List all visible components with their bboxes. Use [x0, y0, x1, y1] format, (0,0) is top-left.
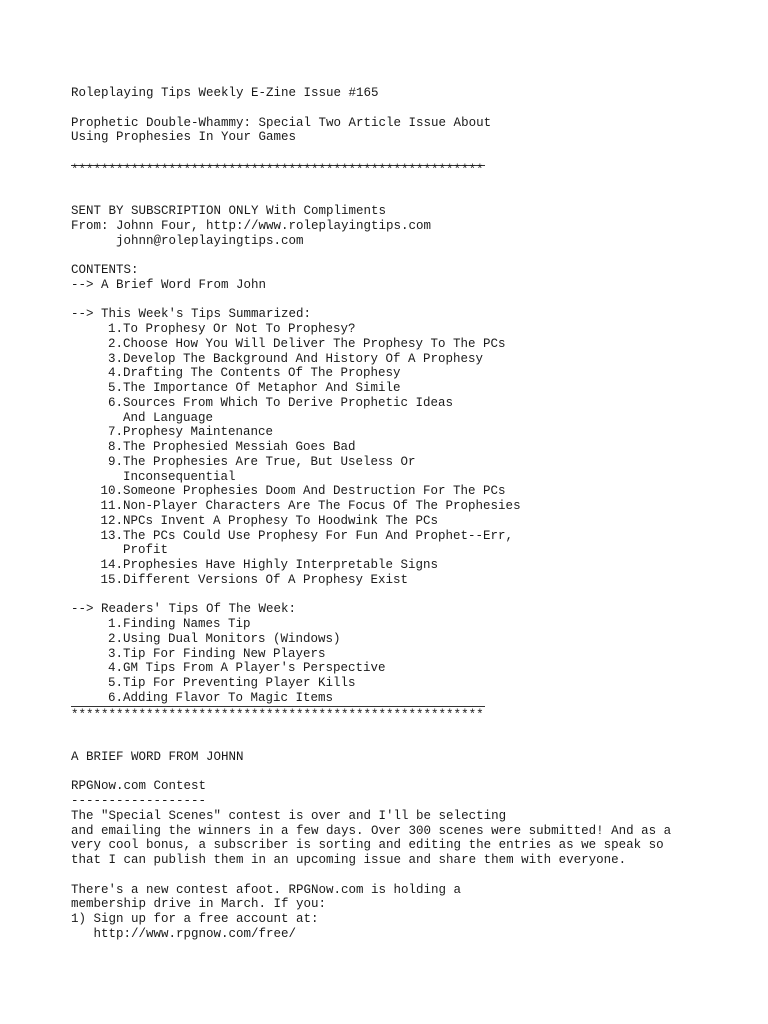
contest-paragraph-2-line-1: There's a new contest afoot. RPGNow.com is holding a [71, 882, 462, 897]
contest-paragraph-2-line-2: membership drive in March. If you: [71, 897, 327, 912]
list-item-text: Someone Prophesies Doom And Destruction For The PCs [123, 484, 506, 499]
list-item [71, 529, 731, 559]
list-item-number: 3. [107, 646, 123, 661]
contents-heading: CONTENTS: [71, 263, 139, 277]
list-item-number: 14. [100, 558, 123, 572]
rpgnow-free-link[interactable]: http://www.rpgnow.com/free/ [71, 926, 297, 941]
list-item-text: GM Tips From A Player's Perspective [123, 661, 386, 676]
tips-heading: --> This Week's Tips Summarized: [71, 307, 312, 322]
contest-paragraph-1-line-1: The "Special Scenes" contest is over and I'll be selecting [71, 808, 507, 823]
list-item [71, 691, 731, 706]
separator-stars: ******************************************************* [71, 162, 484, 177]
list-item [71, 425, 731, 440]
contents-brief-word: --> A Brief Word From John [71, 277, 267, 292]
list-item-text: Adding Flavor To Magic Items [123, 690, 334, 705]
list-item-number: 8. [107, 440, 123, 454]
list-item [71, 558, 731, 573]
list-item-number: 4. [107, 661, 123, 676]
contest-paragraph-1-line-3: very cool bonus, a subscriber is sorting and editing the entries as we speak so [71, 838, 664, 853]
list-item [71, 484, 731, 499]
list-item-text: Prophesies Have Highly Interpretable Signs [123, 558, 439, 572]
list-item-text: Choose How You Will Deliver The Prophesy To The PCs [123, 336, 506, 351]
list-item-text: To Prophesy Or Not To Prophesy? [123, 322, 356, 336]
list-item-text: Prophesy Maintenance [123, 425, 274, 440]
list-item-number: 12. [100, 513, 123, 528]
issue-subtitle-line-2: Using Prophesies In Your Games [71, 130, 297, 145]
list-item-number: 4. [107, 366, 123, 381]
list-item [71, 455, 731, 485]
list-item [71, 396, 731, 426]
list-item-number: 5. [107, 676, 123, 690]
list-item [71, 352, 731, 367]
readers-tips-heading: --> Readers' Tips Of The Week: [71, 602, 297, 617]
list-item [71, 514, 731, 529]
subscription-notice: SENT BY SUBSCRIPTION ONLY With Compliments [71, 204, 387, 218]
list-item-text: Using Dual Monitors (Windows) [123, 631, 341, 646]
list-item [71, 647, 731, 662]
list-item-number: 10. [100, 484, 123, 499]
list-item-text: The Importance Of Metaphor And Simile [123, 381, 401, 395]
list-item [71, 617, 731, 632]
list-item-text: Finding Names Tip [123, 617, 251, 631]
list-item-number: 6. [107, 395, 123, 410]
list-item [71, 322, 731, 337]
list-item [71, 661, 731, 676]
list-item-text: NPCs Invent A Prophesy To Hoodwink The PCs [123, 513, 439, 528]
list-item-text: Develop The Background And History Of A Prophesy [123, 351, 484, 366]
list-item-text: Different Versions Of A Prophesy Exist [123, 572, 409, 587]
list-item-number: 11. [100, 499, 123, 513]
list-item-number: 9. [107, 454, 123, 469]
contest-title: RPGNow.com Contest [71, 779, 207, 794]
list-item-text: Sources From Which To Derive Prophetic Ideas And Language [123, 395, 454, 425]
list-item-number: 6. [107, 690, 123, 705]
list-item [71, 632, 731, 647]
document-page [71, 86, 731, 942]
list-item-number: 2. [107, 336, 123, 351]
contest-paragraph-1-line-2: and emailing the winners in a few days. Over 300 scenes were submitted! And as a [71, 823, 672, 838]
contest-underline: ------------------ [71, 794, 207, 808]
list-item-text: Drafting The Contents Of The Prophesy [123, 366, 401, 381]
list-item-number: 15. [100, 572, 123, 587]
list-item-number: 3. [107, 351, 123, 366]
list-item [71, 381, 731, 396]
list-item-text: Non-Player Characters Are The Focus Of The Prophesies [123, 499, 521, 513]
list-item-number: 5. [107, 381, 123, 395]
separator-rule [71, 706, 485, 707]
issue-title: Roleplaying Tips Weekly E-Zine Issue #165 [71, 86, 379, 100]
contest-paragraph-2-line-3: 1) Sign up for a free account at: [71, 912, 319, 926]
list-item-number: 13. [100, 528, 123, 543]
separator [71, 160, 731, 175]
tips-list [71, 322, 731, 588]
brief-word-heading: A BRIEF WORD FROM JOHNN [71, 749, 244, 764]
list-item [71, 366, 731, 381]
list-item-text: The Prophesied Messiah Goes Bad [123, 440, 356, 454]
separator-stars: ******************************************************* [71, 707, 484, 722]
contest-paragraph-1-line-4: that I can publish them in an upcoming issue and share them with everyone. [71, 853, 627, 867]
sender-email: johnn@roleplayingtips.com [71, 233, 304, 248]
sender-from: From: Johnn Four, http://www.roleplayingtips.com [71, 218, 432, 233]
list-item-text: Tip For Finding New Players [123, 646, 326, 661]
list-item-number: 1. [107, 322, 123, 336]
list-item [71, 337, 731, 352]
list-item-number: 1. [107, 617, 123, 631]
list-item [71, 573, 731, 588]
separator [71, 706, 731, 721]
list-item [71, 499, 731, 514]
list-item-text: The PCs Could Use Prophesy For Fun And Prophet--Err, Profit [123, 528, 514, 558]
list-item [71, 676, 731, 691]
list-item [71, 440, 731, 455]
issue-subtitle-line-1: Prophetic Double-Whammy: Special Two Article Issue About [71, 115, 492, 130]
list-item-text: The Prophesies Are True, But Useless Or Inconsequential [123, 454, 416, 484]
list-item-number: 2. [107, 631, 123, 646]
list-item-text: Tip For Preventing Player Kills [123, 676, 356, 690]
list-item-number: 7. [107, 425, 123, 440]
readers-tips-list [71, 617, 731, 706]
